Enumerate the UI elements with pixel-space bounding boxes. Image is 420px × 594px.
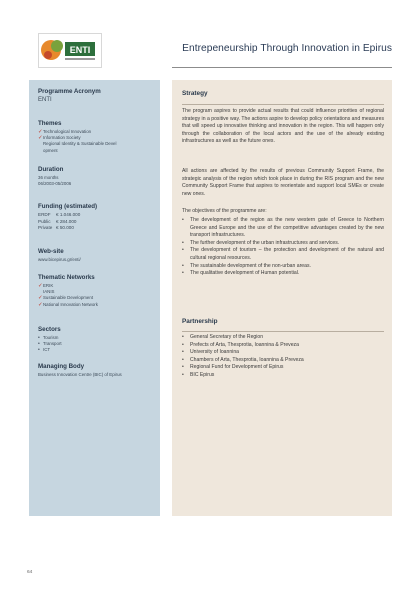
check-icon: ✓ bbox=[38, 301, 43, 308]
sector-item: • Tourism bbox=[38, 335, 59, 341]
bullet-icon: • bbox=[182, 341, 184, 348]
themes-section bbox=[38, 120, 158, 154]
website-link[interactable]: www.bicepirus.gr/enti/ bbox=[38, 257, 81, 262]
bullet-icon: • bbox=[182, 356, 184, 363]
acronym-heading: Programme Acronym bbox=[38, 88, 101, 95]
enti-logo bbox=[38, 33, 102, 68]
partnership-heading: Partnership bbox=[182, 318, 218, 325]
objective-item: • The further development of the urban infrastructures and services. bbox=[182, 239, 340, 246]
funding-heading: Funding (estimated) bbox=[38, 203, 98, 210]
strategy-paragraph-1: The program aspires to provide actual results that could influence priorities of regional strategy in a positive way. The actions aspire to develop policy orientations and measures that will speed up innovative thinking and innovation in the region. This will happen only through the collaboration of the local actors and the use of the already existing infrastructures as well as the future ones. bbox=[182, 108, 384, 145]
sectors-heading: Sectors bbox=[38, 326, 61, 333]
duration-heading: Duration bbox=[38, 166, 64, 173]
objective-item: • The development of the region as the new western gate of Greece to Northern Greece and Europe and the use of the competitive advantages created by the new transport infrastructures. bbox=[182, 217, 384, 239]
bullet-icon: • bbox=[182, 270, 184, 277]
acronym-section bbox=[38, 88, 158, 104]
network-item: IANIS bbox=[43, 289, 55, 295]
funding-row: Private € 50.000 bbox=[38, 225, 74, 231]
bullet-icon: • bbox=[182, 247, 184, 254]
strategy-paragraph-2: All actions are affected by the results of previous Community Support Frame, the strategic analysis of the region which took place in during the RIS program and the new Community Support Frame that aspires to reorientate and support local SMEs or create new ones. bbox=[182, 168, 384, 197]
bullet-icon: • bbox=[182, 334, 184, 340]
partner-item: • Regional Fund for Development of Epirus bbox=[182, 364, 284, 371]
check-icon: ✓ bbox=[38, 283, 43, 289]
partners-list bbox=[182, 334, 384, 380]
objective-item: • The development of tourism – the protection and development of the natural and cultural regional resources. bbox=[182, 247, 384, 261]
networks-section bbox=[38, 274, 158, 308]
managing-heading: Managing Body bbox=[38, 363, 85, 370]
logo-graphic bbox=[39, 34, 101, 67]
networks-heading: Thematic Networks bbox=[38, 274, 95, 281]
bullet-icon: • bbox=[182, 371, 184, 378]
bullet-icon: • bbox=[38, 347, 40, 354]
header-divider bbox=[172, 67, 392, 68]
network-item: ✓ERIK bbox=[38, 283, 54, 289]
acronym-value: ENTI bbox=[38, 97, 52, 103]
check-icon: ✓ bbox=[38, 295, 43, 302]
page-title: Entrepeneurship Through Innovation in Epirus bbox=[182, 43, 392, 54]
partner-item: • University of Ioannina bbox=[182, 349, 239, 356]
page-number: 64 bbox=[27, 570, 33, 575]
managing-section bbox=[38, 363, 158, 378]
theme-item: opment bbox=[43, 147, 58, 153]
funding-row: ERDF € 1.046.000 bbox=[38, 212, 81, 217]
partner-item: • Prefects of Arta, Thesprotia, Ioannina & Preveza bbox=[182, 341, 299, 348]
duration-section bbox=[38, 166, 158, 187]
network-item: ✓Sustainable Development bbox=[38, 295, 94, 302]
sector-item: • Transport bbox=[38, 341, 62, 348]
funding-section bbox=[38, 203, 158, 232]
objective-item: • The qualitative development of Human potential. bbox=[182, 270, 300, 277]
sector-item: • ICT bbox=[38, 347, 51, 354]
bullet-icon: • bbox=[182, 239, 184, 246]
logo-text: ENTI bbox=[69, 45, 91, 55]
strategy-heading: Strategy bbox=[182, 90, 208, 97]
partner-item: • General Secretary of the Region bbox=[182, 334, 264, 340]
check-icon: ✓ bbox=[38, 135, 43, 142]
website-heading: Web-site bbox=[38, 248, 64, 255]
managing-value: Business Innovation Centre (BIC) of Epirus bbox=[38, 372, 122, 377]
network-item: ✓National Innovation Network bbox=[38, 301, 98, 308]
bullet-icon: • bbox=[182, 364, 184, 371]
bullet-icon: • bbox=[182, 262, 184, 269]
bullet-icon: • bbox=[38, 335, 40, 341]
website-section bbox=[38, 248, 158, 263]
duration-months: 36 months bbox=[38, 175, 59, 180]
theme-item: ✓Information Society bbox=[38, 135, 81, 142]
objective-item: • The sustainable development of the non-urban areas. bbox=[182, 262, 311, 269]
sectors-section bbox=[38, 326, 158, 354]
duration-dates: 06/2003-05/2006 bbox=[38, 181, 72, 187]
objectives-list bbox=[182, 217, 384, 278]
bullet-icon: • bbox=[182, 349, 184, 356]
check-icon: ✓ bbox=[38, 129, 43, 135]
partner-item: • Chambers of Arta, Thesprotia, Ioannina & Preveza bbox=[182, 356, 304, 363]
theme-item: Regional Identity & Sustainable Devel bbox=[43, 141, 117, 147]
partner-item: • BIC Epirus bbox=[182, 371, 215, 378]
partnership-divider bbox=[182, 331, 384, 332]
objectives-intro: The objectives of the programme are: bbox=[182, 208, 267, 214]
strategy-divider bbox=[182, 104, 384, 105]
bullet-icon: • bbox=[38, 341, 40, 348]
themes-heading: Themes bbox=[38, 120, 62, 127]
bullet-icon: • bbox=[182, 217, 184, 223]
funding-row: Public € 284.000 bbox=[38, 218, 77, 224]
theme-item: ✓Technological Innovation bbox=[38, 129, 92, 135]
